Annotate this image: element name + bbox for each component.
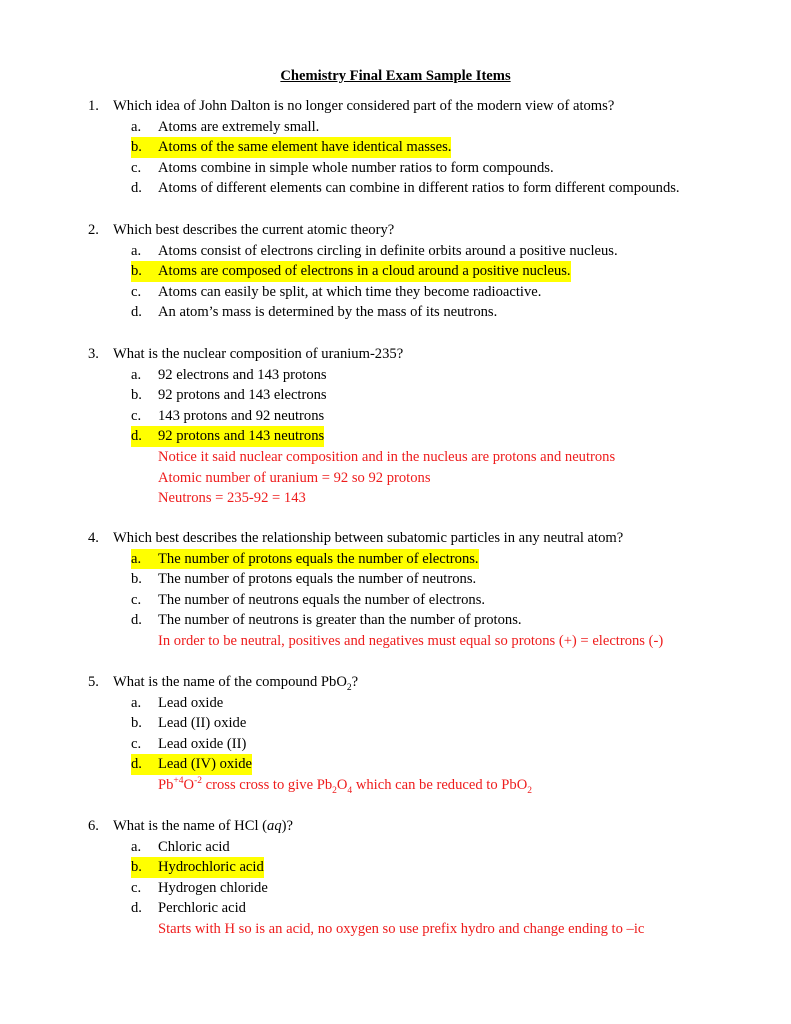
- option-text: Hydrochloric acid: [158, 859, 264, 876]
- option-c: [88, 878, 768, 899]
- option-b: [88, 713, 768, 734]
- option-b: [88, 385, 768, 406]
- option-text: Atoms combine in simple whole number ratios to form compounds.: [158, 159, 554, 176]
- option-text: Lead (II) oxide: [158, 715, 247, 732]
- option-letter: d.: [131, 900, 142, 917]
- option-text: Lead oxide (II): [158, 735, 247, 752]
- option-a: [88, 549, 768, 570]
- question-3: [88, 344, 768, 509]
- option-text: The number of protons equals the number of neutrons.: [158, 571, 477, 588]
- option-c: [88, 734, 768, 755]
- option-d: [88, 178, 768, 199]
- answer-highlight: [131, 261, 571, 282]
- answer-highlight: [131, 754, 252, 775]
- option-letter: d.: [131, 612, 142, 629]
- option-letter: c.: [131, 407, 142, 424]
- option-text: Lead oxide: [158, 694, 224, 711]
- question-2: [88, 220, 768, 323]
- option-letter: d.: [131, 180, 142, 197]
- option-d: [88, 426, 768, 447]
- option-letter: a.: [131, 550, 142, 567]
- option-text: Lead (IV) oxide: [158, 756, 253, 773]
- option-a: [88, 117, 768, 138]
- question-6: [88, 816, 768, 940]
- option-text: Atoms consist of electrons circling in definite orbits around a positive nucleus.: [158, 242, 618, 259]
- question-number: 4.: [88, 530, 99, 546]
- option-d: [88, 754, 768, 775]
- option-letter: b.: [131, 263, 142, 280]
- question-text: Which idea of John Dalton is no longer considered part of the modern view of atoms?: [113, 98, 615, 114]
- question-4: [88, 528, 768, 652]
- option-d: [88, 898, 768, 919]
- page-title: Chemistry Final Exam Sample Items: [280, 68, 511, 84]
- option-d: [88, 610, 768, 631]
- answer-highlight: [131, 137, 451, 158]
- option-letter: b.: [131, 387, 142, 404]
- option-letter: a.: [131, 694, 142, 711]
- option-text: The number of neutrons is greater than the number of protons.: [158, 612, 522, 629]
- question-text: What is the name of the compound PbO$_2$?: [113, 674, 359, 693]
- option-text: Atoms are composed of electrons in a cloud around a positive nucleus.: [158, 263, 571, 280]
- question-number: 5.: [88, 674, 99, 690]
- option-text: 143 protons and 92 neutrons: [158, 407, 325, 424]
- question-stem: [88, 528, 768, 549]
- question-text: Which best describes the relationship between subatomic particles in any neutral atom?: [113, 530, 624, 546]
- question-number: 1.: [88, 98, 99, 114]
- question-text: What is the name of HCl (aq)?: [113, 818, 293, 834]
- option-c: [88, 406, 768, 427]
- question-text: Which best describes the current atomic theory?: [113, 222, 395, 238]
- option-c: [88, 590, 768, 611]
- option-letter: d.: [131, 428, 142, 445]
- option-text: 92 electrons and 143 protons: [158, 366, 327, 383]
- answer-highlight: [131, 549, 479, 570]
- question-stem: [88, 672, 768, 693]
- annotation-note: Atomic number of uranium = 92 so 92 protons: [158, 469, 431, 486]
- option-letter: b.: [131, 859, 142, 876]
- option-letter: c.: [131, 591, 142, 608]
- option-text: Atoms are extremely small.: [158, 118, 320, 135]
- option-letter: b.: [131, 139, 142, 156]
- option-text: Chloric acid: [158, 838, 230, 855]
- answer-highlight: [131, 857, 264, 878]
- option-letter: b.: [131, 715, 142, 732]
- annotation-note: Notice it said nuclear composition and in the nucleus are protons and neutrons: [158, 448, 616, 465]
- option-text: Perchloric acid: [158, 900, 246, 917]
- option-letter: a.: [131, 118, 142, 135]
- option-text: An atom’s mass is determined by the mass of its neutrons.: [158, 304, 498, 321]
- option-text: 92 protons and 143 neutrons: [158, 428, 325, 445]
- option-letter: a.: [131, 242, 142, 259]
- option-text: Atoms of different elements can combine in different ratios to form different compounds.: [158, 180, 680, 197]
- question-5: [88, 672, 768, 796]
- annotation-note: Neutrons = 235-92 = 143: [158, 490, 306, 507]
- question-number: 2.: [88, 222, 99, 238]
- question-stem: [88, 816, 768, 837]
- option-b: [88, 569, 768, 590]
- option-letter: c.: [131, 879, 142, 896]
- question-stem: [88, 96, 768, 117]
- option-text: Atoms can easily be split, at which time they become radioactive.: [158, 283, 542, 300]
- option-letter: b.: [131, 571, 142, 588]
- option-letter: c.: [131, 283, 142, 300]
- option-c: [88, 282, 768, 303]
- option-text: The number of neutrons equals the number of electrons.: [158, 591, 486, 608]
- option-c: [88, 158, 768, 179]
- option-text: Atoms of the same element have identical masses.: [158, 139, 452, 156]
- annotation-note: $Pb^{+4}O^{-2}$ cross cross to give $Pb_2O_4$ which can be reduced to PbO$_2$: [158, 776, 532, 796]
- answer-highlight: [131, 426, 324, 447]
- question-number: 6.: [88, 818, 99, 834]
- option-letter: c.: [131, 735, 142, 752]
- option-d: [88, 302, 768, 323]
- option-letter: c.: [131, 159, 142, 176]
- option-letter: a.: [131, 838, 142, 855]
- option-b: [88, 261, 768, 282]
- question-number: 3.: [88, 346, 99, 362]
- question-stem: [88, 344, 768, 365]
- option-text: The number of protons equals the number of electrons.: [158, 550, 479, 567]
- option-a: [88, 693, 768, 714]
- option-b: [88, 137, 768, 158]
- option-letter: d.: [131, 756, 142, 773]
- option-a: [88, 365, 768, 386]
- option-a: [88, 241, 768, 262]
- question-text: What is the nuclear composition of uranium-235?: [113, 346, 404, 362]
- option-a: [88, 837, 768, 858]
- option-letter: d.: [131, 304, 142, 321]
- option-text: Hydrogen chloride: [158, 879, 268, 896]
- annotation-note: Starts with H so is an acid, no oxygen so use prefix hydro and change ending to –ic: [158, 920, 645, 937]
- question-1: [88, 96, 768, 199]
- option-text: 92 protons and 143 electrons: [158, 387, 327, 404]
- question-stem: [88, 220, 768, 241]
- annotation-note: In order to be neutral, positives and negatives must equal so protons (+) = electrons (-): [158, 632, 664, 649]
- option-b: [88, 857, 768, 878]
- option-letter: a.: [131, 366, 142, 383]
